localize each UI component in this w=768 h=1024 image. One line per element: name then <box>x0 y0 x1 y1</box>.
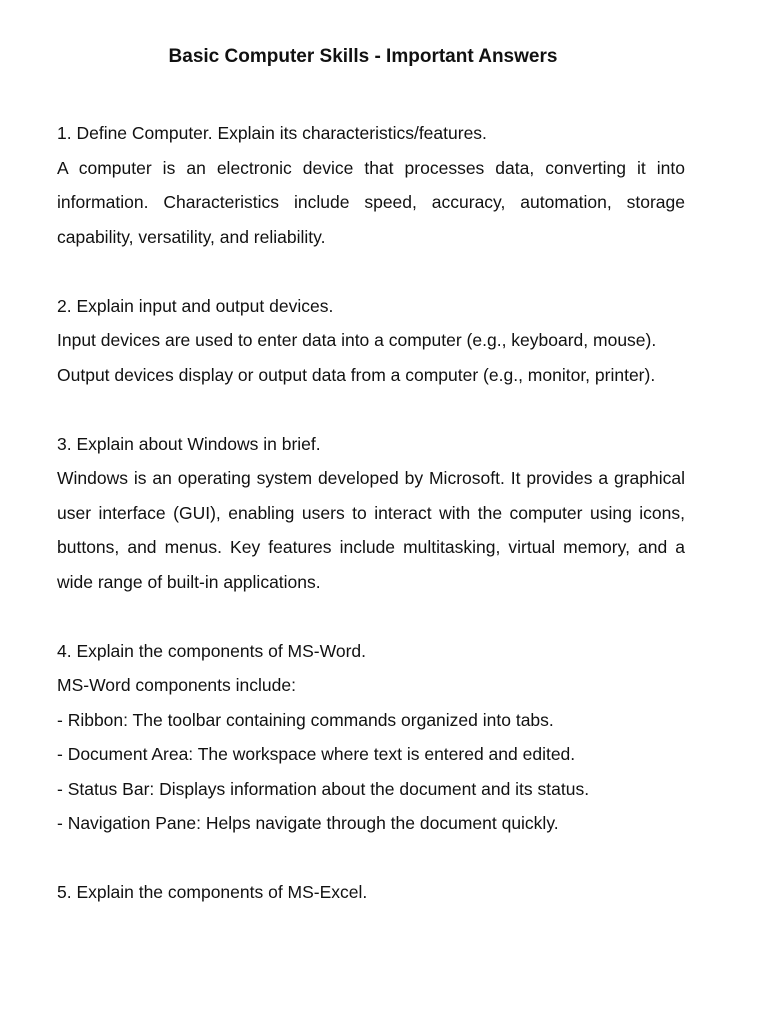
section-5 <box>57 875 685 910</box>
page-title: Basic Computer Skills - Important Answers <box>168 46 558 67</box>
question-heading: 3. Explain about Windows in brief. <box>57 433 321 454</box>
section-3 <box>57 427 685 600</box>
section-2 <box>57 289 685 393</box>
section-1 <box>57 116 685 254</box>
list-item: - Navigation Pane: Helps navigate through the document quickly. <box>57 813 559 833</box>
answer-line: Output devices display or output data from a computer (e.g., monitor, printer). <box>57 364 656 385</box>
answer-paragraph: A computer is an electronic device that processes data, converting it into information. Characteristics include speed, accuracy, automation, storage capability, versatility, and reliability. <box>57 157 685 247</box>
question-heading: 4. Explain the components of MS-Word. <box>57 640 366 661</box>
list-item: - Status Bar: Displays information about the document and its status. <box>57 778 590 799</box>
question-heading: 1. Define Computer. Explain its characteristics/features. <box>57 123 487 143</box>
list-item: - Document Area: The workspace where text is entered and edited. <box>57 744 576 764</box>
answer-intro: MS-Word components include: <box>57 675 296 695</box>
question-heading: 5. Explain the components of MS-Excel. <box>57 882 368 902</box>
answer-paragraph: Windows is an operating system developed by Microsoft. It provides a graphical user interface (GUI), enabling users to interact with the computer using icons, buttons, and menus. Key features include multitasking, virtual memory, and a wide range of built-in applications. <box>57 468 685 592</box>
list-item: - Ribbon: The toolbar containing commands organized into tabs. <box>57 709 554 730</box>
question-heading: 2. Explain input and output devices. <box>57 295 334 316</box>
section-4 <box>57 634 685 841</box>
answer-line: Input devices are used to enter data into a computer (e.g., keyboard, mouse). <box>57 330 657 350</box>
document-body <box>57 116 685 944</box>
